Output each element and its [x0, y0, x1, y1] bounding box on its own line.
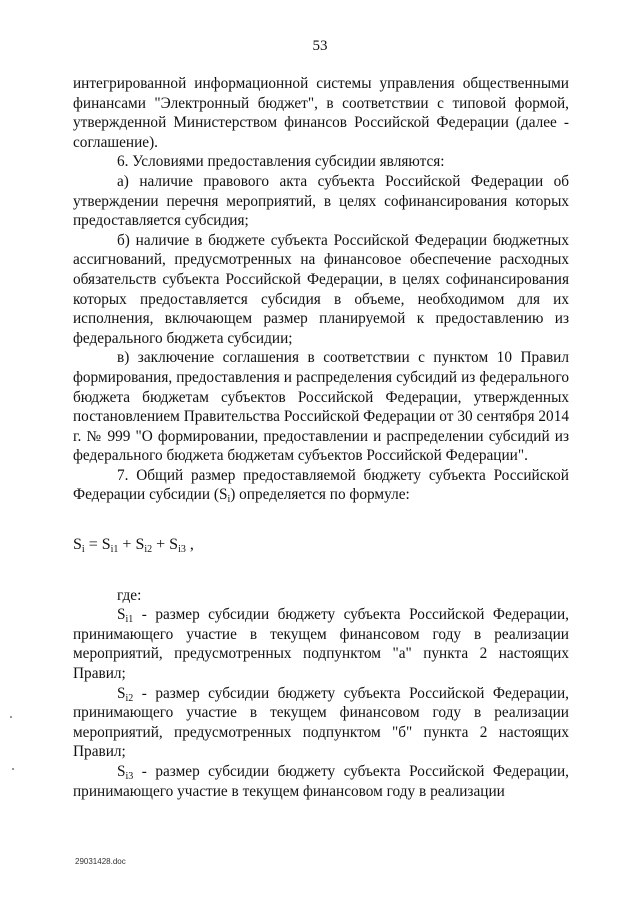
page-number: 53 [312, 38, 328, 54]
definition-text: - размер субсидии бюджету субъекта Российской Федерации, принимающего участие в текущем финансовом году в реализации [73, 763, 569, 800]
definition-text: - размер субсидии бюджету субъекта Российской Федерации, принимающего участие в текущем финансовом году в реализации мероприятий, предусмотренных подпунктом "а" пункта 2 настоящих Правил; [73, 606, 569, 683]
definition-subscript: i1 [125, 614, 134, 626]
where-label: где: [117, 586, 142, 604]
definition-item [73, 605, 569, 683]
definition-subscript: i2 [125, 692, 134, 704]
paragraph: 6. Условиями предоставления субсидии являются: [117, 153, 445, 171]
paragraph: в) заключение соглашения в соответствии с пунктом 10 Правил формирования, предоставления и распределения субсидий из федерального бюджета бюджетам субъектов Российской Федерации, утвержденных постановлением Правительства Российской Федерации от 30 сентября 2014 г. № 999 "О формировании, предоставлении и распределении субсидий из федерального бюджета бюджетам субъектов Российской Федерации". [73, 349, 569, 465]
document-body [73, 74, 569, 801]
paragraph: интегрированной информационной системы управления общественными финансами "Электронный бюджет", в соответствии с типовой формой, утвержденной Министерством финансов Российской Федерации (далее - соглашение). [73, 75, 569, 151]
definition-item [73, 684, 569, 762]
definition-text: - размер субсидии бюджету субъекта Российской Федерации, принимающего участие в текущем финансовом году в реализации мероприятий, предусмотренных подпунктом "б" пункта 2 настоящих Правил; [73, 684, 569, 761]
formula: $S_i = S_{i1} + S_{i2} + S_{i3}$ , [73, 536, 194, 556]
paragraph-formula-intro [73, 466, 569, 505]
footer-filename: 29031428.doc [75, 857, 126, 866]
definition-symbol: S [117, 684, 126, 702]
paragraph: а) наличие правового акта субъекта Российской Федерации об утверждении перечня мероприятий, в целях софинансирования которых предоставляется субсидия; [73, 172, 569, 230]
definition-item [73, 762, 569, 801]
definition-symbol: S [117, 763, 126, 780]
definition-symbol: S [117, 606, 126, 624]
variable: S [218, 486, 228, 504]
paragraph: б) наличие в бюджете субъекта Российской Федерации бюджетных ассигнований, предусмотренных на финансовое обеспечение расходных обязательств субъекта Российской Федерации, в целях софинансирования которых предоставляется субсидия в объеме, необходимом для их исполнения, включающем размер планируемой к предоставлению из федерального бюджета субсидии; [73, 231, 569, 347]
variable-subscript: i [227, 494, 231, 506]
scan-speck [12, 768, 14, 770]
definition-subscript: i3 [125, 771, 134, 782]
text-run: 7. Общий размер предоставляемой бюджету субъекта Российской Федерации субсидии ( [73, 466, 569, 504]
text-run: ) определяется по формуле: [230, 486, 410, 504]
scan-speck [10, 716, 12, 718]
